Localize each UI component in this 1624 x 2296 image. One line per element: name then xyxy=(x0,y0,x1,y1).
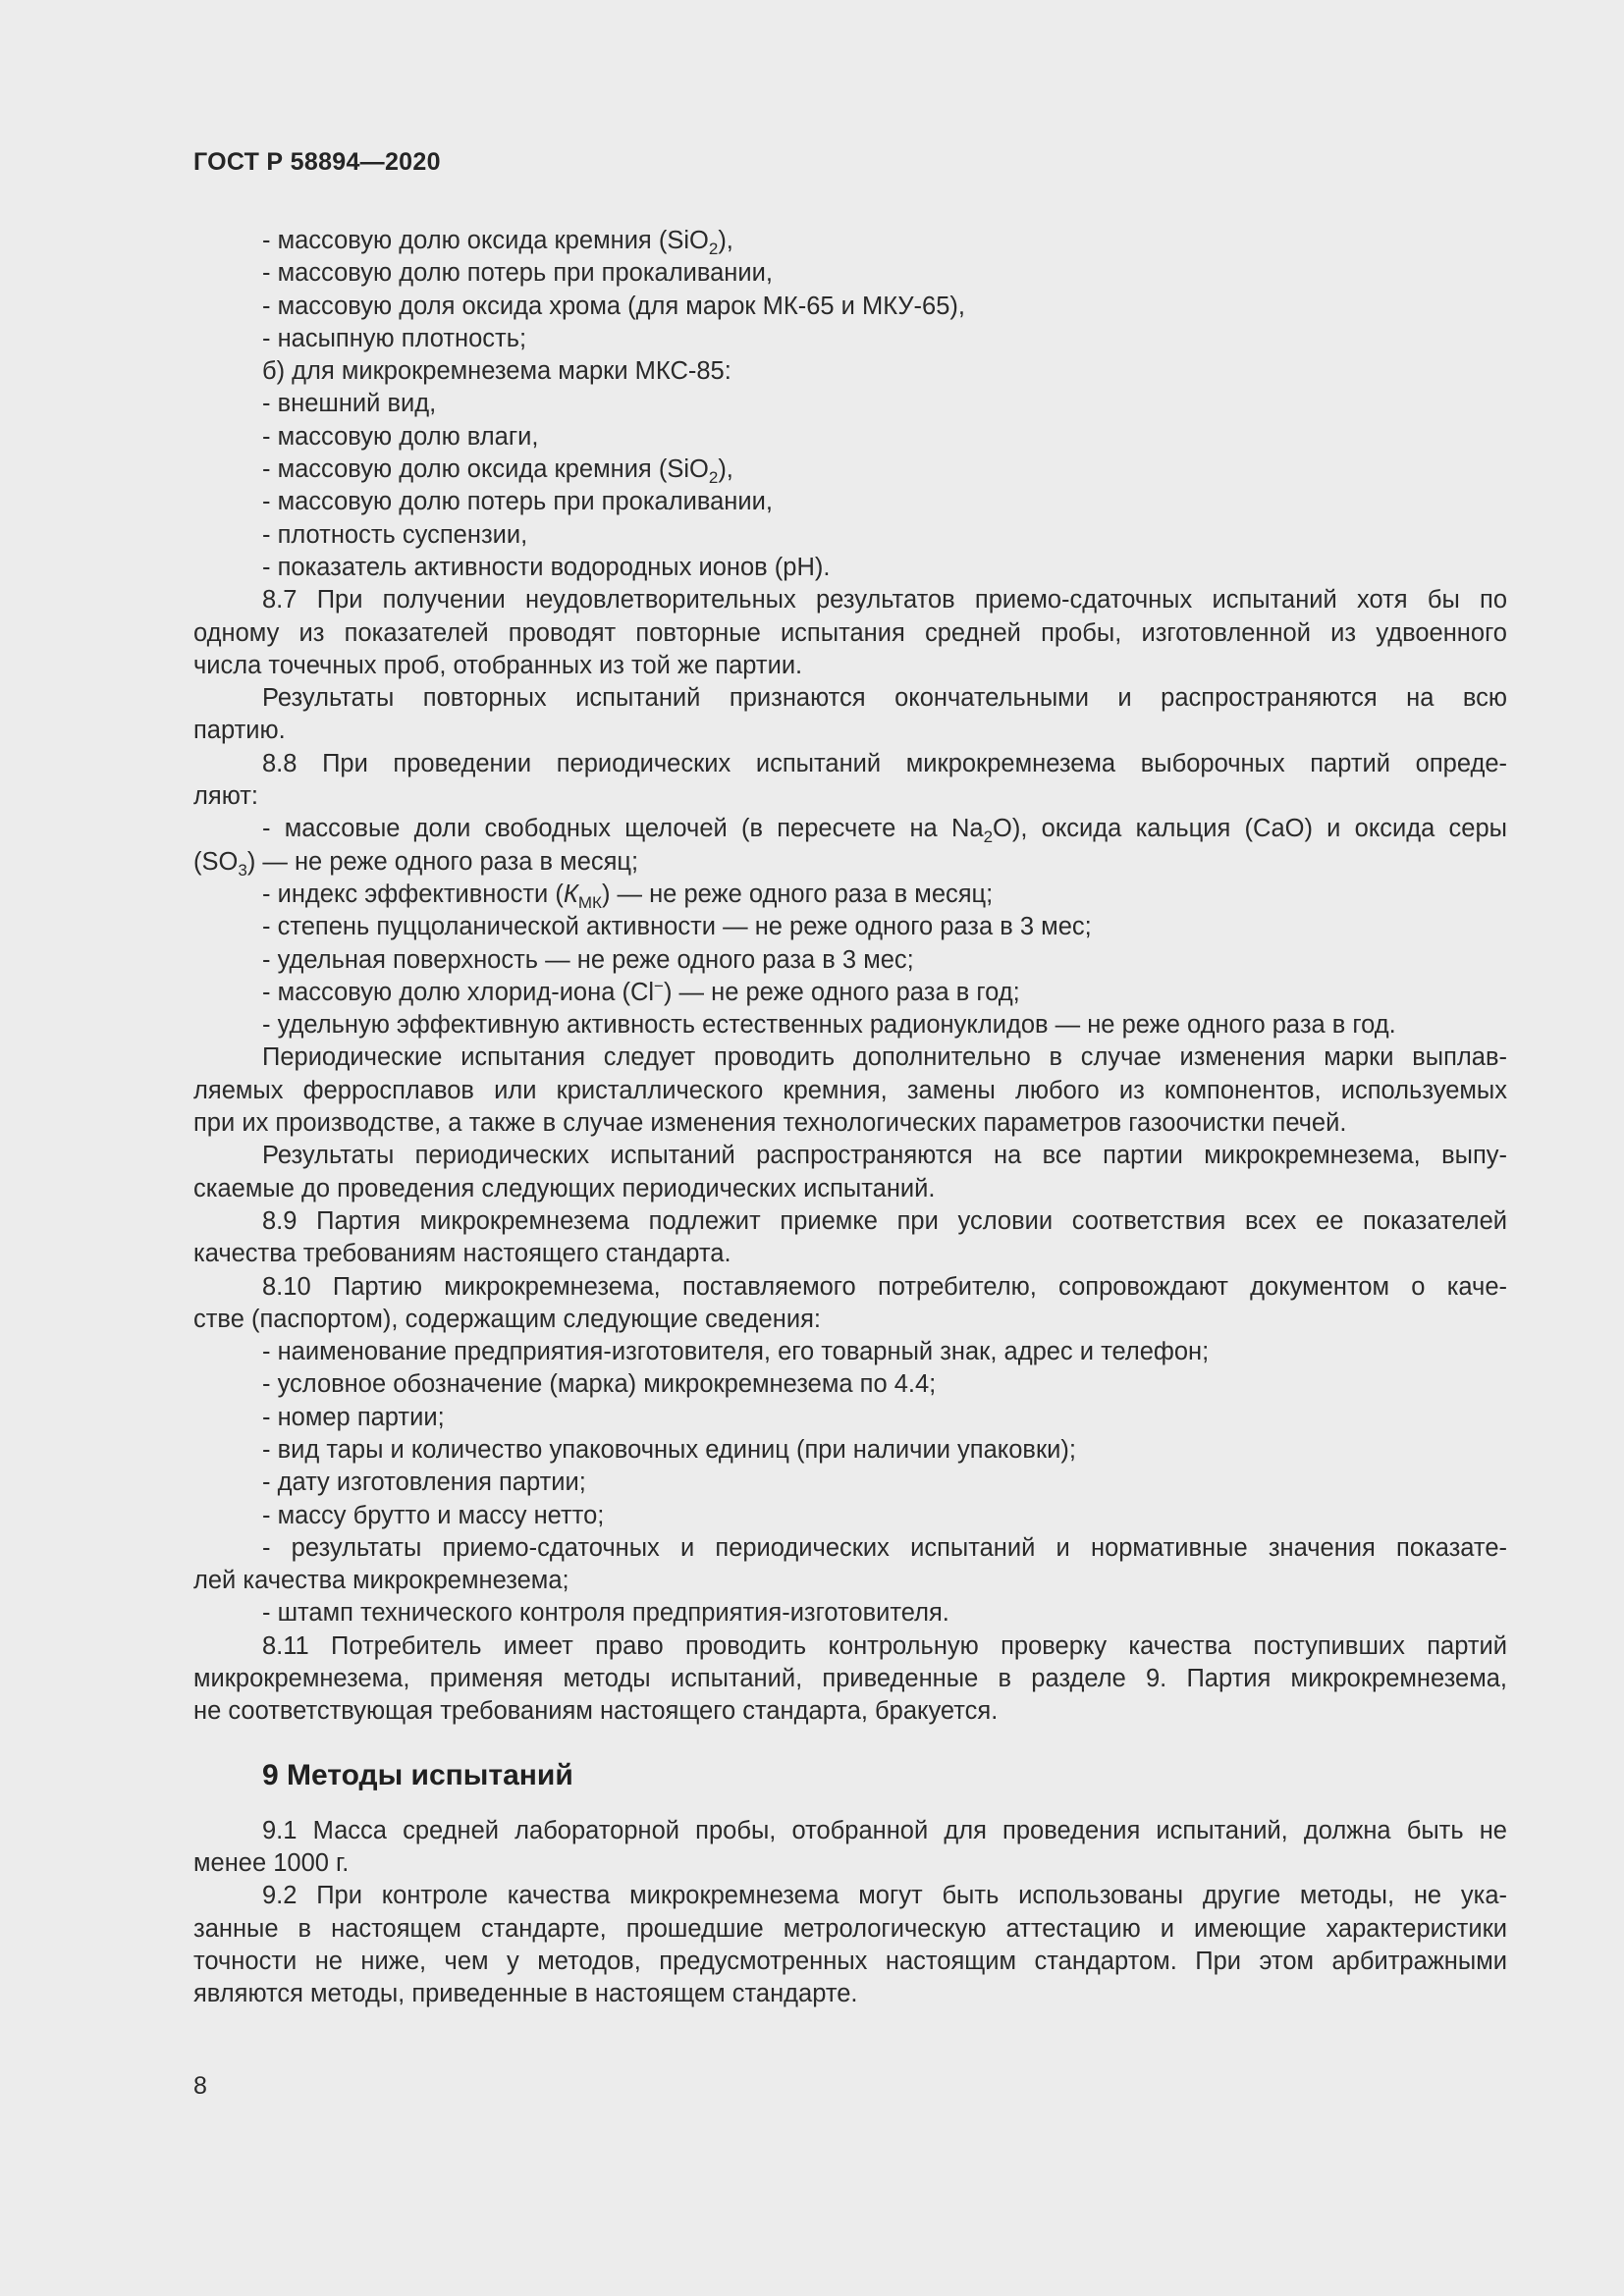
paragraph-line: при их производстве, а также в случае изменения технологических параметров газоочистки печей. xyxy=(193,1109,1347,1138)
paragraph-line: числа точечных проб, отобранных из той же партии. xyxy=(193,651,803,679)
list-item: - условное обозначение (марка) микрокремнезема по 4.4; xyxy=(262,1370,937,1399)
document-body xyxy=(193,225,1507,2010)
paragraph-8-10: 8.10 Партию микрокремнезема, поставляемого потребителю, сопровождают документом о каче- xyxy=(262,1272,1507,1301)
paragraph-8-11: 8.11 Потребитель имеет право проводить контрольную проверку качества поступивших партий xyxy=(262,1631,1507,1660)
paragraph-line: Периодические испытания следует проводить дополнительно в случае изменения марки выплав- xyxy=(262,1043,1507,1072)
document-code: ГОСТ Р 58894—2020 xyxy=(193,148,441,176)
list-item: - удельную эффективную активность естественных радионуклидов — не реже одного раза в год. xyxy=(262,1011,1396,1040)
paragraph-8-8: 8.8 При проведении периодических испытаний микрокремнезема выборочных партий опреде- xyxy=(262,749,1507,777)
paragraph-line: точности не ниже, чем у методов, предусмотренных настоящим стандартом. При этом арбитражными xyxy=(193,1947,1507,1975)
list-item: - степень пуццоланической активности — не реже одного раза в 3 мес; xyxy=(262,913,1092,941)
paragraph-line: партию. xyxy=(193,717,286,745)
paragraph-line: скаемые до проведения следующих периодических испытаний. xyxy=(193,1174,936,1202)
paragraph-line: качества требованиям настоящего стандарта. xyxy=(193,1240,731,1268)
page-number: 8 xyxy=(193,2072,207,2100)
paragraph-line: микрокремнезема, применяя методы испытаний, приведенные в разделе 9. Партия микрокремнезема, xyxy=(193,1665,1507,1693)
list-item: - массу брутто и массу нетто; xyxy=(262,1501,605,1529)
paragraph-line: Результаты периодических испытаний распространяются на все партии микрокремнезема, выпу- xyxy=(262,1142,1507,1170)
paragraph-8-9: 8.9 Партия микрокремнезема подлежит приемке при условии соответствия всех ее показателей xyxy=(262,1206,1507,1235)
list-item: - индекс эффективности $(К_{МК})$ — не реже одного раза в месяц; xyxy=(262,880,994,912)
list-item: - вид тары и количество упаковочных единиц (при наличии упаковки); xyxy=(262,1435,1076,1464)
list-item: - показатель активности водородных ионов (рН). xyxy=(262,553,831,581)
paragraph-8-7: 8.7 При получении неудовлетворительных результатов приемо-сдаточных испытаний хотя бы по xyxy=(262,586,1507,614)
list-heading: б) для микрокремнезема марки МКС-85: xyxy=(262,357,731,386)
list-item: - насыпную плотность; xyxy=(262,324,527,352)
list-item: - номер партии; xyxy=(262,1403,445,1431)
paragraph-line: ляют: xyxy=(193,782,259,811)
paragraph-line: ляемых ферросплавов или кристаллического кремния, замены любого из компонентов, используемых xyxy=(193,1076,1507,1104)
paragraph-9-2: 9.2 При контроле качества микрокремнезема могут быть использованы другие методы, не ука- xyxy=(262,1882,1507,1910)
paragraph-line: менее 1000 г. xyxy=(193,1848,350,1877)
list-item: - дату изготовления партии; xyxy=(262,1468,586,1497)
list-item-continuation: лей качества микрокремнезема; xyxy=(193,1567,569,1595)
list-item: - массовые доли свободных щелочей (в пересчете на $Na_2O$), оксида кальция (CaO) и оксида серы xyxy=(262,815,1507,847)
list-item: - плотность суспензии, xyxy=(262,520,528,549)
list-item-continuation: $(SO_3)$ — не реже одного раза в месяц; xyxy=(193,847,639,880)
section-heading: 9 Методы испытаний xyxy=(262,1758,573,1791)
list-item: - удельная поверхность — не реже одного раза в 3 мес; xyxy=(262,945,914,974)
list-item: - массовую доля оксида хрома (для марок МК-65 и МКУ-65), xyxy=(262,292,965,320)
list-item: - массовую долю оксида кремния (SiO$_2$), xyxy=(262,455,733,488)
paragraph-line: Результаты повторных испытаний признаются окончательными и распространяются на всю xyxy=(262,684,1507,713)
paragraph-line: стве (паспортом), содержащим следующие сведения: xyxy=(193,1305,821,1333)
list-item: - массовую долю потерь при прокаливании, xyxy=(262,259,773,288)
list-item: - штамп технического контроля предприятия-изготовителя. xyxy=(262,1599,949,1628)
paragraph-line: одному из показателей проводят повторные испытания средней пробы, изготовленной из удвоенного xyxy=(193,618,1507,647)
paragraph-9-1: 9.1 Масса средней лабораторной пробы, отобранной для проведения испытаний, должна быть не xyxy=(262,1816,1507,1844)
list-item: - массовую долю оксида кремния (SiO$_2$), xyxy=(262,227,733,258)
list-item: - внешний вид, xyxy=(262,390,437,418)
list-item: - результаты приемо-сдаточных и периодических испытаний и нормативные значения показате- xyxy=(262,1533,1507,1562)
paragraph-line: занные в настоящем стандарте, прошедшие метрологическую аттестацию и имеющие характеристики xyxy=(193,1914,1507,1943)
paragraph-line: не соответствующая требованиям настоящего стандарта, бракуется. xyxy=(193,1697,999,1726)
list-item: - наименование предприятия-изготовителя, его товарный знак, адрес и телефон; xyxy=(262,1338,1210,1366)
list-item: - массовую долю потерь при прокаливании, xyxy=(262,488,773,516)
list-item: - массовую долю влаги, xyxy=(262,422,539,451)
list-item: - массовую долю хлорид-иона (Cl−) — не реже одного раза в год; xyxy=(262,976,1020,1006)
paragraph-line: являются методы, приведенные в настоящем стандарте. xyxy=(193,1980,858,2008)
